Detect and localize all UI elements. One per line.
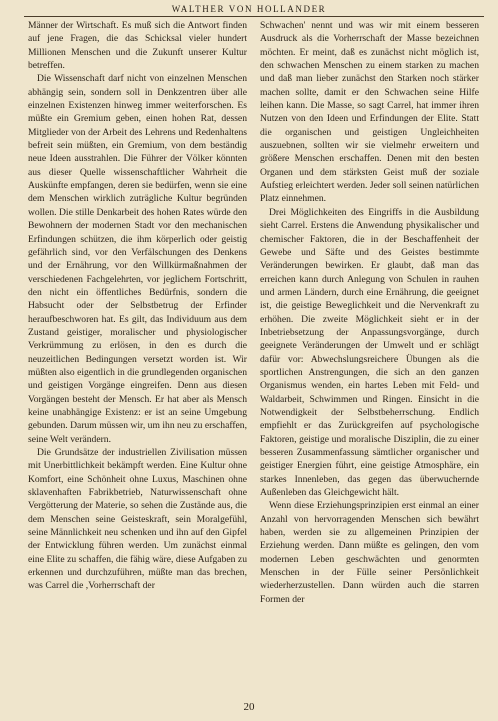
paragraph: Wenn diese Erziehungsprinzipien erst einmal an einer Anzahl von hervorragenden Menschen sich bewährt haben, werden sie zu allgemeinen Prinzipien der Erziehung werden. Dann müßte es gelingen, den vom modernen Leben geschwächten und genormten Menschen in der Fülle seiner Persönlichkeit wiederherzustellen. Dann würden auch die starren Formen der <box>260 500 479 605</box>
paragraph: Schwachen' nennt und was wir mit einem besseren Ausdruck als die Vorherrschaft der Masse bezeichnen möchten. Er meint, daß es zunächst nicht möglich ist, den schwachen Menschen zu einem starken zu machen und daß man lieber zunächst den Starken noch stärker machen sollte, damit er den Schwachen seine Hilfe leihen kann. Die Masse, so sagt Carrel, hat immer ihren Nutzen von den Ideen und Erfindungen der Elite. Statt die organischen und geistigen Ungleichheiten auszuebnen, sollten wir sie vielmehr erweitern und größere Menschen erschaffen. Denen mit den besten Organen und dem stärksten Geist muß der soziale Aufstieg erleichtert werden. Jeder soll seinen natürlichen Platz einnehmen. <box>260 20 479 205</box>
left-column <box>28 19 247 593</box>
header-rule <box>24 16 484 17</box>
running-header: WALTHER VON HOLLANDER <box>171 4 327 14</box>
right-column <box>260 19 479 606</box>
paragraph: Männer der Wirtschaft. Es muß sich die Antwort finden auf jene Fragen, die das Schicksal vieler hundert Millionen Menschen und die Zukunft unserer Kultur betreffen. <box>28 20 247 72</box>
paragraph: Die Grundsätze der industriellen Zivilisation müssen mit Unerbittlichkeit bekämpft werden. Eine Kultur ohne Komfort, eine Schönheit ohne Luxus, Maschinen ohne sklavenhaften Fabrikbetrieb, Naturwissenschaft ohne Vergötterung der Materie, so sehen die Zustände aus, die dem Menschen seine Geisteskraft, sein Moralgefühl, seine Männlichkeit neu schenken und ihn auf den Gipfel der Entwicklung führen werden. Um zunächst einmal eine Elite zu schaffen, die fähig wäre, diese Aufgaben zu erkennen und durchzuführen, müßte man das brechen, was Carrel die ,Vorherrschaft der <box>28 447 247 592</box>
paragraph: Drei Möglichkeiten des Eingriffs in die Ausbildung sieht Carrel. Erstens die Anwendung physikalischer und chemischer Faktoren, die in der Beschaffenheit der Gewebe und Säfte und des Geistes bestimmte Veränderungen bewirken. Er glaubt, daß man das erreichen kann durch Anlegung von Schulen in rauhen und armen Ländern, durch eine Ernährung, die geeignet ist, die geistige Beweglichkeit und die Nervenkraft zu erhöhen. Die zweite Möglichkeit sieht er in der Inbetriebsetzung der Anpassungsvorgänge, durch geeignete Veränderungen der Umwelt und er schlägt dafür vor: Abwechslungsreichere Übungen als die sportlichen Anstrengungen, die sich an den ganzen Organismus wenden, ein hartes Leben mit Feld- und Waldarbeit, Schwimmen und Ringen. Einsicht in die Notwendigkeit der Selbstbeherrschung. Endlich empfiehlt er das Zurückgreifen auf psychologische Faktoren, geistige und moralische Disziplin, die zu einer besseren Zusammenfassung sämtlicher organischer und geistiger Energien führt, eine geistige Atmosphäre, ein starkes Innenleben, das gegen das überwuchernde Außenleben das Gleichgewicht hält. <box>260 206 479 499</box>
page-number: 20 <box>243 701 255 713</box>
paragraph: Die Wissenschaft darf nicht von einzelnen Menschen abhängig sein, sondern soll in Denkzentren über alle einzelnen Existenzen hinweg immer weiterforschen. Es müßte ein Gremium geben, einen hohen Rat, dessen Mitglieder von der Arbeit des Lehrens und Redenhaltens befreit sein müßten, ein Gremium, von dem beständig neue Ideen ausstrahlen. Die Führer der Völker könnten aus dieser Quelle wissenschaftlicher Wahrheit die Auskünfte empfangen, deren sie bedürfen, wenn sie eine dem Menschen wirklich zuträgliche Kultur begründen wollen. Die stille Denkarbeit des hohen Rates würde den Bewohnern der modernen Stadt vor den mechanischen Erfindungen schützen, die ihm körperlich oder geistig gefährlich sind, vor den Verfälschungen des Denkens und der Ernährung, vor den Willkürmaßnahmen der verschiedenen Fachgelehrten, vor jeglichem Fortschritt, den nicht ein öffentliches Bedürfnis, sondern die Habsucht oder der Selbstbetrug der Erfinder heraufbeschworen hat. Es gilt, das Individuum aus dem Zustand geistiger, moralischer und physiologischer Verkrümmung zu erlösen, in den es durch die neuzeitlichen Bedingungen versetzt worden ist. Wir müßten also eigentlich in die grundlegenden organischen und geistigen Vorgänge eingreifen. Denn aus diesen Vorgängen besteht der Mensch. Er hat aber als Mensch keine unabhängige Existenz: er ist an seine Umgebung gebunden. Darum müssen wir, um ihn neu zu erschaffen, seine Welt verändern. <box>28 73 247 445</box>
